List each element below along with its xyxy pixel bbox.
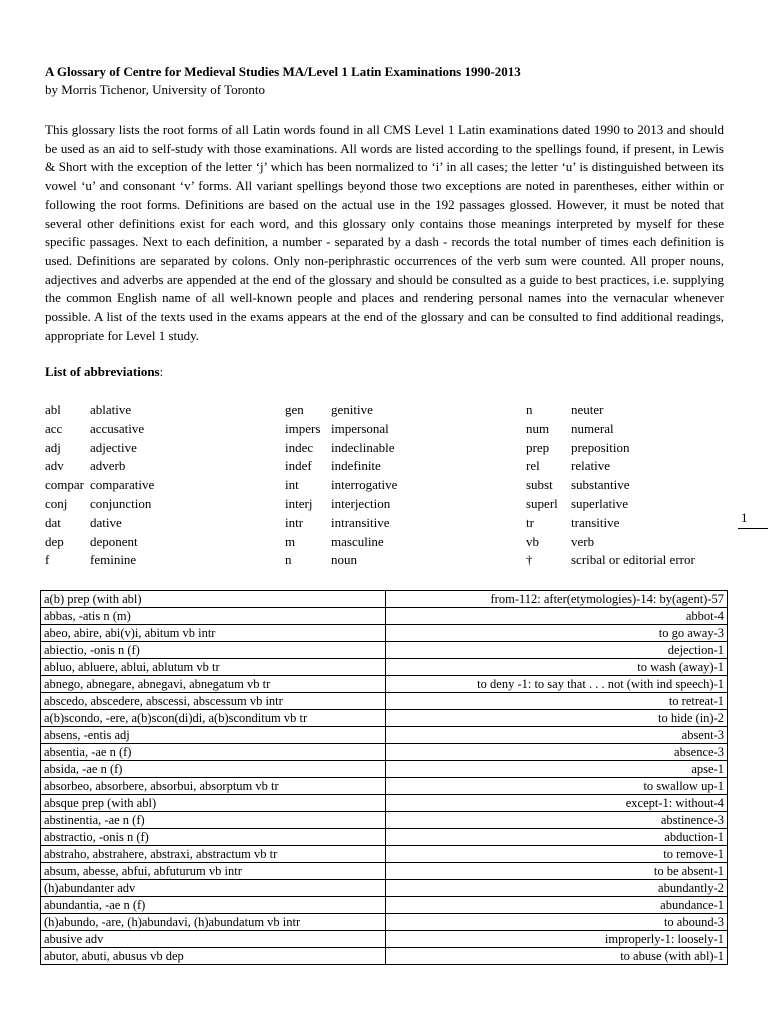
glossary-row (41, 846, 728, 863)
abbreviation-code: n (285, 552, 292, 568)
abbreviation-code: acc (45, 420, 63, 436)
glossary-definition: to retreat-1 (386, 693, 728, 710)
glossary-definition: to abound-3 (386, 914, 728, 931)
abbreviation-row (285, 476, 397, 495)
abbreviation-code: dep (45, 533, 64, 549)
glossary-definition: to remove-1 (386, 846, 728, 863)
glossary-term: abstinentia, -ae n (f) (41, 812, 386, 829)
abbreviation-row (526, 457, 695, 476)
abbreviation-meaning: transitive (571, 514, 620, 530)
glossary-row (41, 863, 728, 880)
glossary-definition: apse-1 (386, 761, 728, 778)
abbreviation-row (45, 476, 154, 495)
abbreviation-meaning: impersonal (331, 420, 389, 436)
glossary-row (41, 778, 728, 795)
glossary-row (41, 761, 728, 778)
abbreviation-meaning: indefinite (331, 458, 381, 474)
abbreviation-code: indec (285, 439, 314, 455)
glossary-term: absum, abesse, abfui, abfuturum vb intr (41, 863, 386, 880)
glossary-term: abluo, abluere, ablui, ablutum vb tr (41, 659, 386, 676)
glossary-row (41, 642, 728, 659)
glossary-term: a(b)scondo, -ere, a(b)scon(di)di, a(b)sconditum vb tr (41, 710, 386, 727)
abbreviation-meaning: genitive (331, 402, 373, 417)
abbreviation-code: rel (526, 458, 540, 474)
abbreviation-code: adj (45, 439, 61, 455)
glossary-term: abiectio, -onis n (f) (41, 642, 386, 659)
abbreviation-meaning: interjection (331, 495, 391, 511)
glossary-definition: absent-3 (386, 727, 728, 744)
glossary-definition: abundance-1 (386, 897, 728, 914)
glossary-term: absentia, -ae n (f) (41, 744, 386, 761)
abbreviation-code: compar (45, 477, 84, 493)
abbreviation-row (526, 439, 695, 458)
abbreviation-code: intr (285, 514, 304, 530)
abbreviation-row (45, 514, 154, 533)
abbreviation-code: tr (526, 514, 534, 530)
abbreviation-row (45, 457, 154, 476)
document-title: A Glossary of Centre for Medieval Studies MA/Level 1 Latin Examinations 1990-2013 (45, 64, 521, 79)
glossary-row (41, 625, 728, 642)
abbreviation-meaning: conjunction (90, 495, 152, 511)
page-number: 1 (741, 510, 748, 525)
abbreviation-code: num (526, 420, 550, 436)
abbreviation-code: f (45, 552, 50, 568)
abbreviation-row (45, 533, 154, 552)
abbreviation-row (45, 439, 154, 458)
glossary-term: abutor, abuti, abusus vb dep (41, 948, 386, 965)
abbreviation-row (526, 476, 695, 495)
abbreviation-row (285, 420, 397, 439)
glossary-definition: improperly-1: loosely-1 (386, 931, 728, 948)
abbreviation-row (526, 401, 695, 420)
glossary-row (41, 659, 728, 676)
glossary-definition: abstinence-3 (386, 812, 728, 829)
glossary-row (41, 948, 728, 965)
abbreviations-column-3 (526, 401, 695, 570)
abbreviation-row (526, 533, 695, 552)
glossary-term: a(b) prep (with abl) (41, 591, 386, 608)
glossary-row (41, 710, 728, 727)
glossary-term: abundantia, -ae n (f) (41, 897, 386, 914)
abbreviation-code: vb (526, 533, 539, 549)
glossary-row (41, 931, 728, 948)
abbreviation-meaning: noun (331, 552, 357, 568)
abbreviations-heading-colon: : (159, 364, 164, 379)
abbreviation-code: superl (526, 495, 558, 511)
glossary-definition: to wash (away)-1 (386, 659, 728, 676)
glossary-row (41, 608, 728, 625)
abbreviation-meaning: accusative (90, 420, 145, 436)
abbreviation-code: int (285, 477, 299, 493)
abbreviation-row (45, 551, 154, 570)
abbreviation-code: indef (285, 458, 312, 474)
glossary-definition: to be absent-1 (386, 863, 728, 880)
abbreviation-row (45, 420, 154, 439)
abbreviation-row (45, 401, 154, 420)
abbreviation-row (45, 495, 154, 514)
glossary-body (41, 591, 728, 965)
abbreviation-code: impers (285, 420, 321, 436)
abbreviation-meaning: dative (90, 514, 122, 530)
abbreviation-meaning: preposition (571, 439, 630, 455)
glossary-row (41, 914, 728, 931)
abbreviation-code: m (285, 533, 296, 549)
intro-paragraph: This glossary lists the root forms of all Latin words found in all CMS Level 1 Latin examinations dated 1990 to 2013 and should be used as an aid to self-study with those examinations. All words are listed according to the spellings found, if present, in Lewis & Short with the exception of the letter ‘j’ which has been normalized to ‘i’ in all cases; the letter ‘u’ is distinguished between its vowel ‘u’ and consonant ‘v’ forms. All variant spellings beyond those two exceptions are noted in parentheses, either within or following the root forms. Definitions are based on the actual use in the 192 passages glossed. However, it must be noted that several other definitions exist for each word, and this glossary only contains those meanings interpreted by myself for these specific passages. Next to each definition, a number - separated by a dash - records the total number of times each definition is used. Definitions are separated by colons. Only non-periphrastic occurrences of the verb sum were counted. All proper nouns, adjectives and adverbs are appended at the end of the glossary and should be consulted as a guide to best practices, i.e. supplying the common English name of all well-known people and places and rendering personal names into the vernacular whenever possible. A list of the texts used in the exams appears at the end of the glossary and can be consulted to find additional readings, appropriate for Level 1 study. (45, 122, 724, 343)
glossary-row (41, 676, 728, 693)
glossary-term: abscedo, abscedere, abscessi, abscessum vb intr (41, 693, 386, 710)
abbreviation-meaning: superlative (571, 495, 629, 511)
abbreviation-meaning: feminine (90, 552, 137, 568)
abbreviation-meaning: comparative (90, 477, 155, 493)
abbreviation-row (285, 439, 397, 458)
abbreviation-code: † (526, 552, 533, 568)
abbreviation-meaning: adverb (90, 458, 126, 474)
abbreviation-meaning: interrogative (331, 477, 398, 493)
abbreviation-code: dat (45, 514, 61, 530)
abbreviation-meaning: indeclinable (331, 439, 395, 455)
glossary-row (41, 693, 728, 710)
abbreviations-heading-text: List of abbreviations (45, 364, 160, 379)
abbreviation-code: gen (285, 402, 304, 417)
abbreviation-row (285, 495, 397, 514)
abbreviations-heading (45, 364, 163, 380)
abbreviation-code: conj (45, 495, 68, 511)
abbreviation-meaning: masculine (331, 533, 384, 549)
glossary-row (41, 829, 728, 846)
abbreviation-row (285, 514, 397, 533)
glossary-row (41, 795, 728, 812)
glossary-definition: dejection-1 (386, 642, 728, 659)
glossary-term: absque prep (with abl) (41, 795, 386, 812)
glossary-term: abstractio, -onis n (f) (41, 829, 386, 846)
abbreviation-code: abl (45, 402, 61, 417)
glossary-definition: to swallow up-1 (386, 778, 728, 795)
abbreviation-meaning: adjective (90, 439, 137, 455)
glossary-term: absens, -entis adj (41, 727, 386, 744)
glossary-row (41, 880, 728, 897)
abbreviation-row (526, 495, 695, 514)
glossary-definition: except-1: without-4 (386, 795, 728, 812)
glossary-table (40, 590, 728, 965)
abbreviation-code: subst (526, 477, 553, 493)
abbreviation-row (526, 551, 695, 570)
glossary-definition: to hide (in)-2 (386, 710, 728, 727)
glossary-term: abusive adv (41, 931, 386, 948)
abbreviation-meaning: relative (571, 458, 610, 474)
abbreviation-row (285, 401, 397, 420)
glossary-row (41, 591, 728, 608)
abbreviation-meaning: neuter (571, 402, 604, 417)
abbreviation-meaning: verb (571, 533, 595, 549)
abbreviation-meaning: ablative (90, 402, 132, 417)
abbreviations-column-1 (45, 401, 154, 570)
glossary-definition: to deny -1: to say that . . . not (with ind speech)-1 (386, 676, 728, 693)
abbreviation-meaning: intransitive (331, 514, 390, 530)
abbreviation-row (285, 533, 397, 552)
glossary-term: abbas, -atis n (m) (41, 608, 386, 625)
glossary-row (41, 727, 728, 744)
glossary-term: abeo, abire, abi(v)i, abitum vb intr (41, 625, 386, 642)
abbreviation-row (285, 457, 397, 476)
glossary-term: abstraho, abstrahere, abstraxi, abstractum vb tr (41, 846, 386, 863)
glossary-definition: to go away-3 (386, 625, 728, 642)
abbreviation-code: interj (285, 495, 313, 511)
glossary-definition: abduction-1 (386, 829, 728, 846)
abbreviations-column-2 (285, 401, 397, 570)
abbreviation-row (526, 514, 695, 533)
glossary-term: (h)abundanter adv (41, 880, 386, 897)
glossary-definition: abundantly-2 (386, 880, 728, 897)
glossary-definition: absence-3 (386, 744, 728, 761)
abbreviation-code: prep (526, 439, 550, 455)
glossary-term: (h)abundo, -are, (h)abundavi, (h)abundatum vb intr (41, 914, 386, 931)
page-number-rule (738, 528, 768, 529)
abbreviation-code: adv (45, 458, 64, 474)
abbreviation-meaning: substantive (571, 477, 630, 493)
glossary-row (41, 897, 728, 914)
abbreviation-row (526, 420, 695, 439)
glossary-term: abnego, abnegare, abnegavi, abnegatum vb tr (41, 676, 386, 693)
author-line: by Morris Tichenor, University of Toronto (45, 82, 266, 97)
glossary-definition: from-112: after(etymologies)-14: by(agent)-57 (386, 591, 728, 608)
glossary-definition: to abuse (with abl)-1 (386, 948, 728, 965)
glossary-term: absorbeo, absorbere, absorbui, absorptum vb tr (41, 778, 386, 795)
abbreviation-meaning: numeral (571, 420, 614, 436)
abbreviation-meaning: deponent (90, 533, 138, 549)
glossary-definition: abbot-4 (386, 608, 728, 625)
glossary-term: absida, -ae n (f) (41, 761, 386, 778)
glossary-row (41, 744, 728, 761)
glossary-row (41, 812, 728, 829)
abbreviation-row (285, 551, 397, 570)
abbreviation-code: n (526, 402, 533, 417)
abbreviation-meaning: scribal or editorial error (571, 552, 695, 568)
